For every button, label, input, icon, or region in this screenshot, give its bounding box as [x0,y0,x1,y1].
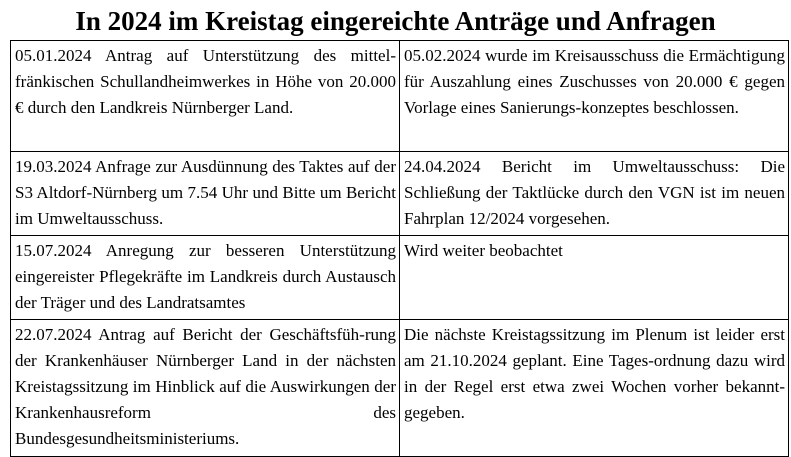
request-cell: 19.03.2024 Anfrage zur Ausdünnung des Taktes auf der S3 Altdorf-Nürnberg um 7.54 Uhr und Bitte um Bericht im Umweltausschuss. [11,152,400,236]
outcome-cell: 24.04.2024 Bericht im Umweltausschuss: Die Schließung der Taktlücke durch den VGN ist im neuen Fahrplan 12/2024 vorgesehen. [400,152,789,236]
outcome-cell: Wird weiter beobachtet [400,236,789,320]
table-row [11,152,789,236]
request-cell: 15.07.2024 Anregung zur besseren Unterstützung eingereister Pflegekräfte im Landkreis durch Austausch der Träger und des Landratsamtes [11,236,400,320]
request-cell: 22.07.2024 Antrag auf Bericht der Geschäftsfüh-rung der Krankenhäuser Nürnberger Land in der nächsten Kreistagssitzung im Hinblick auf die Auswirkungen der Krankenhausreform des Bundesgesundheitsministeriums. [11,320,400,457]
table-row [11,320,789,457]
table-row [11,236,789,320]
requests-table [10,40,789,457]
table-row [11,41,789,152]
outcome-cell: 05.02.2024 wurde im Kreisausschuss die Ermächtigung für Auszahlung eines Zuschusses von 20.000 € gegen Vorlage eines Sanierungs-konzeptes beschlossen. [400,41,789,152]
page-title: In 2024 im Kreistag eingereichte Anträge und Anfragen [75,6,716,36]
outcome-cell: Die nächste Kreistagssitzung im Plenum ist leider erst am 21.10.2024 geplant. Eine Tages-ordnung dazu wird in der Regel erst etwa zwei Wochen vorher bekannt-gegeben. [400,320,789,457]
request-cell: 05.01.2024 Antrag auf Unterstützung des mittel-fränkischen Schullandheimwerkes in Höhe von 20.000 € durch den Landkreis Nürnberger Land. [11,41,400,152]
